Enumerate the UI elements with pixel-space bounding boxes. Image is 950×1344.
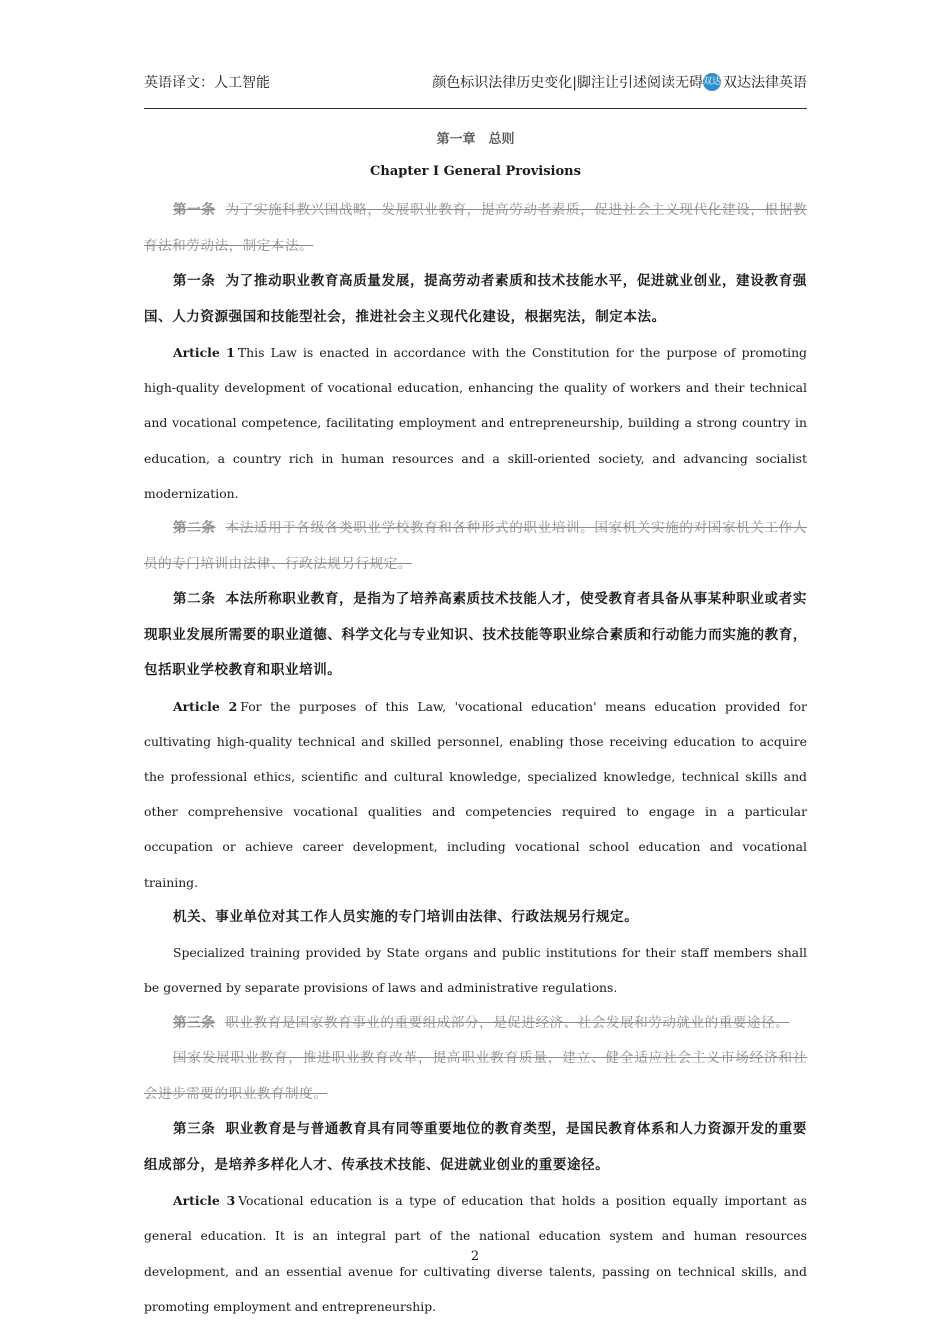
article-3-new-zh: 第三条 职业教育是与普通教育具有同等重要地位的教育类型，是国民教育体系和人力资源开发的重要组成部分，是培养多样化人才、传承技术技能、促进就业创业的重要途径。 bbox=[144, 1121, 807, 1173]
article-2-extra-en: Specialized training provided by State organs and public institutions for their staff members shall be governed by separate provisions of laws and administrative regulations. bbox=[144, 945, 807, 996]
article-3-old-zh: 第三条 职业教育是国家教育事业的重要组成部分，是促进经济、社会发展和劳动就业的重要途径。 bbox=[173, 1014, 790, 1031]
article-2-extra-zh: 机关、事业单位对其工作人员实施的专门培训由法律、行政法规另行规定。 bbox=[173, 908, 639, 925]
header-left-text: 英语译文：人工智能 bbox=[144, 75, 270, 91]
page-header bbox=[144, 72, 807, 94]
article-1-new-zh: 第一条 为了推动职业教育高质量发展，提高劳动者素质和技术技能水平，促进就业创业，建设教育强国、人力资源强国和技能型社会，推进社会主义现代化建设，根据宪法，制定本法。 bbox=[144, 273, 807, 325]
article-2-old-zh: 第二条 本法适用于各级各类职业学校教育和各种形式的职业培训。国家机关实施的对国家机关工作人员的专门培训由法律、行政法规另行规定。 bbox=[144, 520, 807, 572]
article-2-en: Article 2 For the purposes of this Law, 'vocational education' means education provided for cultivating high-quality technical and skilled personnel, enabling those receiving education to acquire the professional ethics, scientific and cultural knowledge, specialized knowledge, technical skills and other comprehensive vocational qualities and competencies required to engage in a particular occupation or achieve career development, including vocational school education and vocational training. bbox=[144, 698, 807, 890]
header-divider bbox=[144, 108, 807, 109]
article-1-en: Article 1 This Law is enacted in accordance with the Constitution for the purpose of promoting high-quality development of vocational education, enhancing the quality of workers and their technical and vocational competence, facilitating employment and entrepreneurship, building a strong country in education, a country rich in human resources and a skill-oriented society, and advancing socialist modernization. bbox=[144, 345, 807, 501]
article-2-new-zh: 第二条 本法所称职业教育，是指为了培养高素质技术技能人才，使受教育者具备从事某种职业或者实现职业发展所需要的职业道德、科学文化与专业知识、技术技能等职业综合素质和行动能力而实施的教育，包括职业学校教育和职业培训。 bbox=[144, 591, 807, 679]
header-tagline: 颜色标识法律历史变化|脚注让引述阅读无碍 bbox=[432, 75, 703, 91]
header-right bbox=[432, 72, 807, 92]
article-3-en: Article 3 Vocational education is a type of education that holds a position equally important as general education. It is an integral part of the national education system and human resources development, and an essential avenue for cultivating diverse talents, passing on technical skills, and promoting employment and entrepreneurship. bbox=[144, 1193, 807, 1314]
article-3-old-zh-2: 国家发展职业教育，推进职业教育改革，提高职业教育质量，建立、健全适应社会主义市场经济和社会进步需要的职业教育制度。 bbox=[144, 1050, 807, 1102]
header-brand: 双达法律英语 bbox=[723, 75, 807, 91]
page-number: 2 bbox=[470, 1249, 480, 1264]
document-body bbox=[144, 125, 807, 1324]
chapter-title-zh: 第一章 总则 bbox=[436, 132, 515, 147]
shuangda-logo-icon: 双达 bbox=[703, 73, 721, 91]
chapter-title-en: Chapter I General Provisions bbox=[370, 164, 581, 179]
article-1-old-zh: 第一条 为了实施科教兴国战略，发展职业教育，提高劳动者素质，促进社会主义现代化建设，根据教育法和劳动法，制定本法。 bbox=[144, 202, 807, 254]
